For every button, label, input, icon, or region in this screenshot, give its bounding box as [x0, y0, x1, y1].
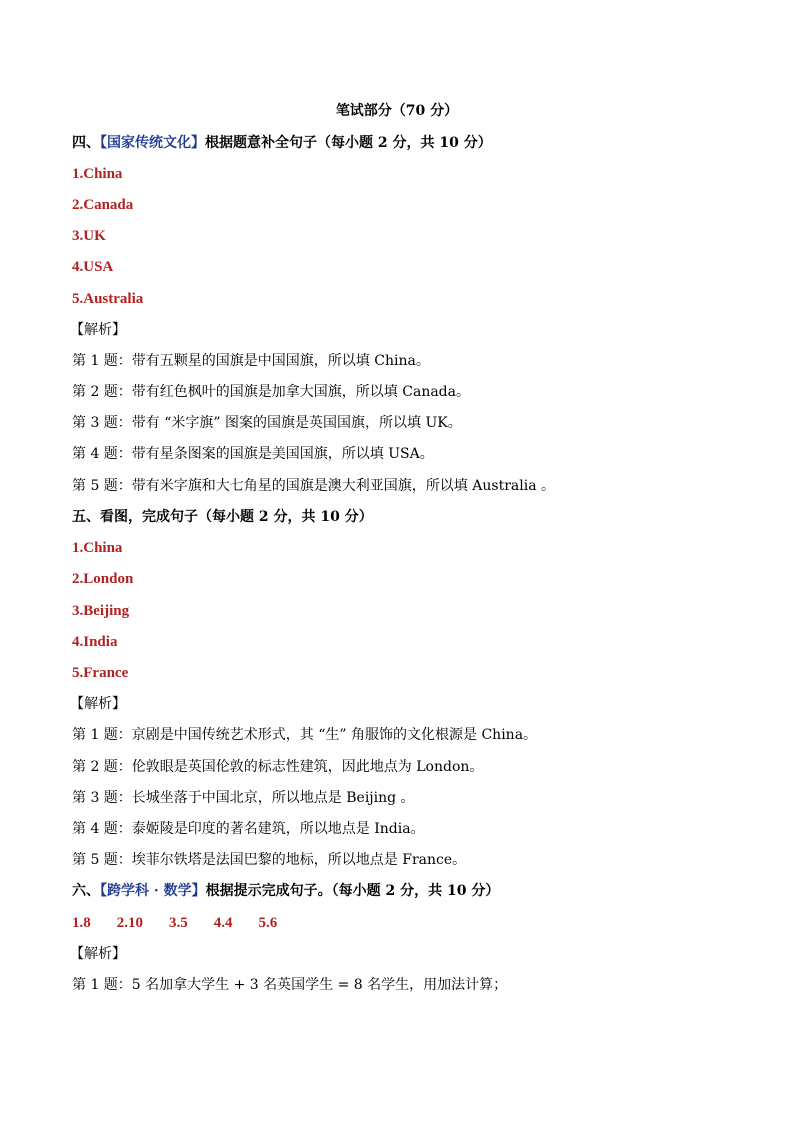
answer-item: 2.Canada [72, 197, 134, 213]
answer-item: 1.China [72, 166, 123, 182]
section-6-instruction: 根据提示完成句子。（每小题 2 分，共 10 分） [205, 883, 500, 899]
analysis-line: 第 1 题：带有五颗星的国旗是中国国旗，所以填 China。 [72, 353, 430, 369]
section-6-prefix: 六、 [72, 883, 100, 899]
analysis-line: 第 3 题：带有 “米字旗” 图案的国旗是英国国旗，所以填 UK。 [72, 415, 462, 431]
section-4-instruction: 根据题意补全句子（每小题 2 分，共 10 分） [205, 135, 492, 151]
answer-item: 2.London [72, 571, 134, 587]
section-4-heading [72, 133, 492, 153]
analysis-line: 第 1 题：京剧是中国传统艺术形式，其 “生” 角服饰的文化根源是 China。 [72, 727, 538, 743]
analysis-line: 第 4 题：泰姬陵是印度的著名建筑，所以地点是 India。 [72, 821, 425, 837]
section-6-tag: 【跨学科 · 数学】 [100, 883, 206, 899]
section-4-prefix: 四、 [72, 135, 100, 151]
answer-item: 1.8 [72, 915, 91, 931]
answer-item: 4.USA [72, 259, 114, 275]
analysis-label: 【解析】 [70, 946, 126, 962]
page-title: 笔试部分（70 分） [335, 103, 459, 119]
analysis-line: 第 2 题：带有红色枫叶的国旗是加拿大国旗，所以填 Canada。 [72, 384, 470, 400]
answer-item: 5.France [72, 665, 129, 681]
analysis-line: 第 1 题：5 名加拿大学生 + 3 名英国学生 = 8 名学生，用加法计算； [72, 977, 508, 993]
section-6-heading [72, 881, 499, 901]
analysis-line: 第 5 题：带有米字旗和大七角星的国旗是澳大利亚国旗，所以填 Australia 。 [72, 478, 555, 494]
answer-item: 3.UK [72, 228, 106, 244]
answer-item: 4.India [72, 634, 118, 650]
answer-item: 5.6 [258, 915, 278, 931]
analysis-label: 【解析】 [70, 696, 126, 712]
answer-item: 5.Australia [72, 291, 144, 307]
analysis-line: 第 2 题：伦敦眼是英国伦敦的标志性建筑，因此地点为 London。 [72, 759, 484, 775]
analysis-line: 第 3 题：长城坐落于中国北京，所以地点是 Beijing 。 [72, 790, 415, 806]
section-4-tag: 【国家传统文化】 [100, 135, 205, 151]
answer-row [72, 913, 303, 933]
analysis-line: 第 4 题：带有星条图案的国旗是美国国旗，所以填 USA。 [72, 446, 434, 462]
analysis-label: 【解析】 [70, 322, 126, 338]
answer-item: 3.Beijing [72, 603, 130, 619]
answer-item: 1.China [72, 540, 123, 556]
answer-item: 2.10 [116, 915, 143, 931]
section-5-heading: 五、看图，完成句子（每小题 2 分，共 10 分） [72, 509, 373, 525]
analysis-line: 第 5 题：埃菲尔铁塔是法国巴黎的地标，所以地点是 France。 [72, 852, 467, 868]
answer-item: 3.5 [169, 915, 188, 931]
answer-item: 4.4 [213, 915, 233, 931]
